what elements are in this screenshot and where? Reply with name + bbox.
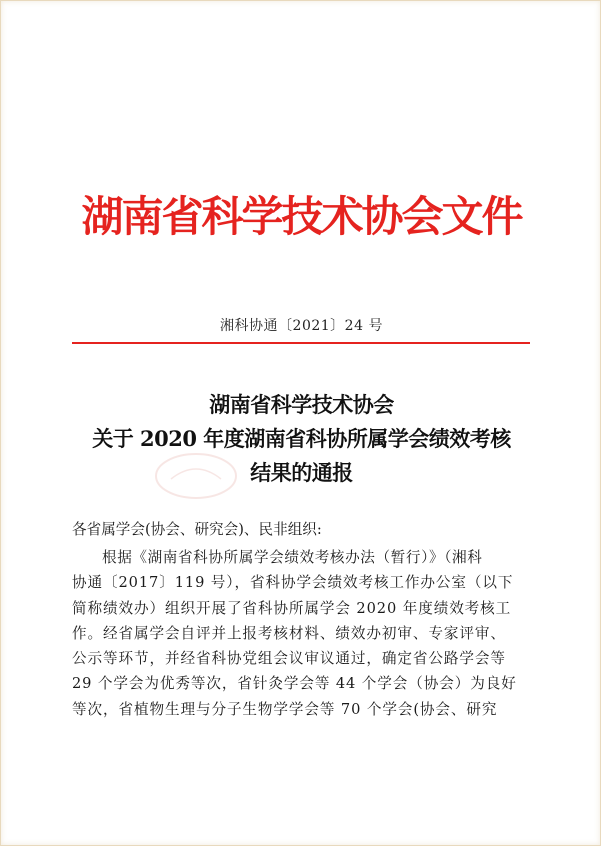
title-line-1: 湖南省科学技术协会 xyxy=(209,392,394,417)
paragraph-line: 公示等环节，并经省科协党组会议审议通过，确定省公路学会等 xyxy=(72,650,506,668)
document-number: 湘科协通〔2021〕24 号 xyxy=(220,318,383,334)
paragraph-line: 29 个学会为优秀等次，省针灸学会等 44 个学会（协会）为良好 xyxy=(72,675,517,693)
red-divider-line xyxy=(72,342,530,344)
paragraph-line: 简称绩效办）组织开展了省科协所属学会 2020 年度绩效考核工 xyxy=(72,599,512,617)
document-masthead: 湖南省科学技术协会文件 xyxy=(81,192,522,241)
body-paragraph xyxy=(72,545,532,722)
title-line-3: 结果的通报 xyxy=(250,460,353,485)
paragraph-line: 协通〔2017〕119 号），省科协学会绩效考核工作办公室（以下 xyxy=(72,574,514,592)
title-line-2: 关于 2020 年度湖南省科协所属学会绩效考核 xyxy=(92,426,511,451)
paragraph-line: 根据《湖南省科协所属学会绩效考核办法（暂行）》（湘科 xyxy=(102,549,483,566)
salutation: 各省属学会(协会、研究会)、民非组织: xyxy=(72,521,322,538)
paragraph-line: 等次，省植物生理与分子生物学学会等 70 个学会(协会、研究 xyxy=(72,700,498,718)
paragraph-line: 作。经省属学会自评并上报考核材料、绩效办初审、专家评审、 xyxy=(72,624,506,642)
